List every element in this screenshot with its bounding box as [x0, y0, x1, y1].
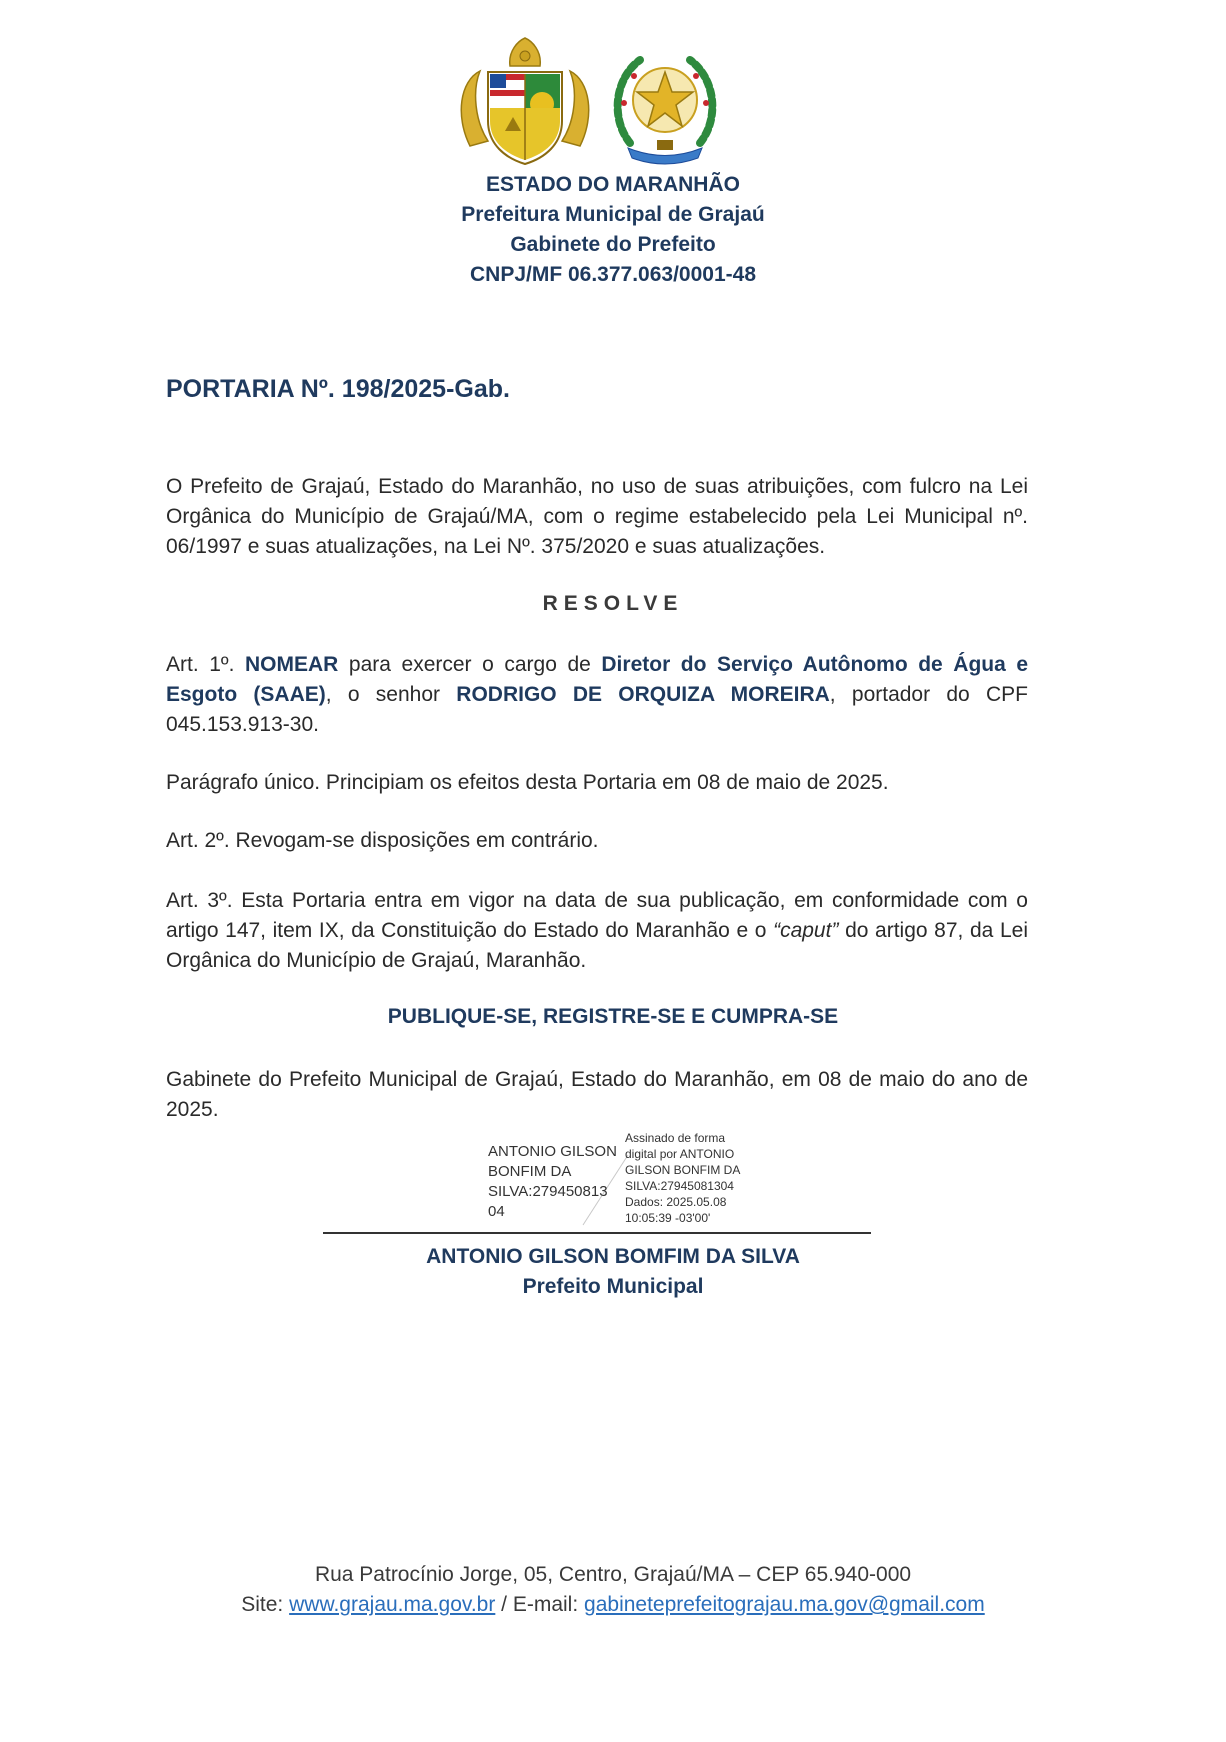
paragrafo-unico: Parágrafo único. Principiam os efeitos desta Portaria em 08 de maio de 2025. — [166, 771, 889, 794]
signature-name-line-3: SILVA:279450813 — [488, 1183, 608, 1200]
header-office: Gabinete do Prefeito — [510, 233, 716, 256]
header-prefecture: Prefeitura Municipal de Grajaú — [461, 203, 765, 226]
art1-position: Diretor do Serviço Autônomo de Água e Esgoto (SAAE) — [166, 653, 1029, 706]
portaria-title: PORTARIA Nº. 198/2025-Gab. — [166, 375, 510, 403]
signature-name-line-2: BONFIM DA — [488, 1163, 572, 1180]
footer-address: Rua Patrocínio Jorge, 05, Centro, Grajaú/MA – CEP 65.940-000 — [314, 1563, 912, 1586]
signature-detail-4: SILVA:27945081304 — [625, 1179, 734, 1193]
art1-text-3: , portador do CPF 045.153.913-30. — [166, 683, 1028, 736]
art1-person: RODRIGO DE ORQUIZA MOREIRA — [456, 683, 830, 706]
art1-text-1: para exercer o cargo de — [348, 653, 591, 676]
signature-detail-6: 10:05:39 -03'00' — [625, 1211, 711, 1225]
gabinete-paragraph: Gabinete do Prefeito Municipal de Grajaú, Estado do Maranhão, em 08 de maio do ano de 2025. — [166, 1068, 1028, 1121]
signer-block — [0, 1242, 1226, 1302]
intro-paragraph: O Prefeito de Grajaú, Estado do Maranhão, no uso de suas atribuições, com fulcro na Lei Orgânica do Município de Grajaú/MA, com o regime estabelecido pela Lei Municipal nº. 06/1997 e suas atualizações, na Lei Nº. 375/2020 e suas atualizações. — [166, 475, 1028, 558]
art1-verb: NOMEAR — [245, 653, 339, 676]
header-cnpj: CNPJ/MF 06.377.063/0001-48 — [469, 263, 756, 286]
signature-name — [488, 1142, 618, 1222]
article-3 — [166, 886, 1028, 976]
publique-heading: PUBLIQUE-SE, REGISTRE-SE E CUMPRA-SE — [387, 1005, 839, 1028]
header-logos — [0, 30, 1226, 165]
signature-name-line-1: ANTONIO GILSON — [488, 1143, 617, 1160]
signature-detail-3: GILSON BONFIM DA — [625, 1163, 741, 1177]
art1-prefix: Art. 1º. — [166, 653, 235, 676]
signature-detail-1: Assinado de forma — [625, 1131, 726, 1145]
signer-name: ANTONIO GILSON BOMFIM DA SILVA — [426, 1245, 800, 1268]
signature-detail-5: Dados: 2025.05.08 — [625, 1195, 727, 1209]
municipal-star-emblem-icon — [610, 48, 720, 166]
signer-role: Prefeito Municipal — [522, 1275, 704, 1298]
footer-site-label: Site: — [241, 1593, 284, 1616]
coat-of-arms-maranhao-icon — [450, 36, 600, 168]
art1-text-2: , o senhor — [325, 683, 441, 706]
header-state: ESTADO DO MARANHÃO — [486, 173, 740, 196]
signature-detail-2: digital por ANTONIO — [625, 1147, 735, 1161]
footer-contacts — [0, 1590, 1226, 1620]
signature-line — [323, 1232, 871, 1234]
digital-signature — [488, 1130, 788, 1230]
document-footer — [0, 1560, 1226, 1620]
document-header — [0, 170, 1226, 290]
art3-text-1: Art. 3º. Esta Portaria entra em vigor na data de sua publicação, em conformidade com o artigo 147, item IX, da Constituição do Estado do Maranhão e o — [166, 889, 1028, 942]
signature-name-line-4: 04 — [488, 1203, 505, 1220]
footer-site-link[interactable]: www.grajau.ma.gov.br — [289, 1593, 496, 1616]
art3-text-2: do artigo 87, da Lei Orgânica do Município de Grajaú, Maranhão. — [166, 919, 1028, 972]
art3-caput: “caput” — [773, 919, 839, 942]
article-1 — [166, 650, 1028, 740]
footer-email-link[interactable]: gabineteprefeitograjau.ma.gov@gmail.com — [584, 1593, 985, 1616]
signature-details — [625, 1130, 775, 1226]
footer-email-label: / E-mail: — [501, 1593, 579, 1616]
resolve-heading: RESOLVE — [542, 592, 684, 615]
article-2: Art. 2º. Revogam-se disposições em contrário. — [166, 829, 599, 852]
